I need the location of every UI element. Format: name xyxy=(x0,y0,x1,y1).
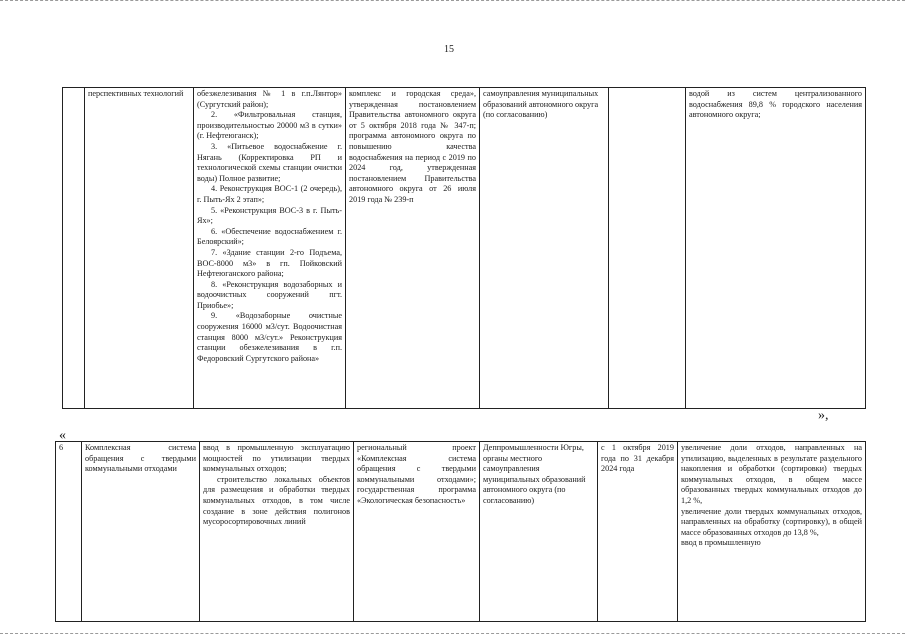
table-row xyxy=(63,88,866,409)
cell-result xyxy=(678,442,866,622)
scan-edge-top xyxy=(0,0,905,4)
scan-edge-bottom xyxy=(0,633,905,637)
cell-name: Комплексная система обращения с твердыми коммунальными отходами xyxy=(82,442,200,622)
cell-responsible: Деппромышленности Югры, органы местного самоуправления муниципальных образований автономного округа (по согласованию) xyxy=(480,442,598,622)
cell-number: 6 xyxy=(56,442,82,622)
table-row-6 xyxy=(55,441,866,622)
measure-item: ввод в промышленную эксплуатацию мощностей по утилизации твердых коммунальных отходов; xyxy=(203,443,350,474)
measure-item: строительство локальных объектов для размещения и обработки твердых коммунальных отходов, в том числе создание в зоне действия полигонов мусоросортировочных линий xyxy=(203,474,350,527)
measure-item: обезжелезивания № 1 в г.п.Лянтор» (Сургутский район); xyxy=(197,89,342,109)
measure-item: 3. «Питьевое водоснабжение г. Нягань (Корректировка РП и технологической схемы станции очистки воды) Полное развитие; xyxy=(197,141,342,183)
cell-term: с 1 октября 2019 года по 31 декабря 2024 года xyxy=(598,442,678,622)
cell-measures xyxy=(200,442,354,622)
page-number: 15 xyxy=(444,44,454,55)
cell-responsible: самоуправления муниципальных образований автономного округа (по согласованию) xyxy=(480,88,609,409)
measure-item: 4. Реконструкция ВОС-1 (2 очередь), г. Пыть-Ях 2 этап»; xyxy=(197,184,342,204)
opening-quote-mark: « xyxy=(59,428,66,443)
cell-projects: региональный проект «Комплексная система обращения с твердыми коммунальными отходами»; государственная программа «Экологическая безопасность» xyxy=(354,442,480,622)
cell-result: водой из систем централизованного водоснабжения 89,8 % городского населения автономного округа; xyxy=(686,88,866,409)
result-item: увеличение доли твердых коммунальных отходов, направленных на обработку (сортировку), в общей массе образованных отходов до 13,8 %, xyxy=(681,506,862,537)
cell-name: перспективных технологий xyxy=(85,88,194,409)
measure-item: 8. «Реконструкция водозаборных и водоочистных сооружений пгт. Приобье»; xyxy=(197,279,342,310)
table-continued xyxy=(62,87,866,409)
measure-item: 5. «Реконструкция ВОС-3 в г. Пыть-Ях»; xyxy=(197,205,342,226)
cell-projects: комплекс и городская среда», утвержденная постановлением Правительства автономного округа от 5 октября 2018 года № 347-п; программа автономного округа по повышению качества водоснабжения на период с 2019 по 2024 год, утвержденная постановлением Правительства автономного округа от 26 июля 2019 года № 239-п xyxy=(346,88,480,409)
measure-item: 6. «Обеспечение водоснабжением г. Белоярский»; xyxy=(197,226,342,247)
cell-term xyxy=(609,88,686,409)
measure-item: 2. «Фильтровальная станция, производительностью 20000 м3 в сутки» (г. Нефтеюганск); xyxy=(197,110,342,141)
closing-quote-mark: », xyxy=(818,408,829,423)
result-item: ввод в промышленную xyxy=(681,538,761,548)
cell-number xyxy=(63,88,85,409)
cell-measures xyxy=(194,88,346,409)
table-row xyxy=(56,442,866,622)
measure-item: 7. «Здание станции 2-го Подъема, ВОС-8000 м3» в гп. Пойковский Нефтеюганского района; xyxy=(197,247,342,279)
measure-item: 9. «Водозаборные очистные сооружения 16000 м3/сут. Водоочистная станция 8000 м3/сут.» Реконструкция станции обезжелезивания в г.п. Федоровский Сургутского района» xyxy=(197,311,342,363)
result-item: увеличение доли отходов, направленных на утилизацию, выделенных в результате раздельного накопления и обработки (сортировки) твердых коммунальных отходов, в общем массе образованных твердых коммунальных отходов до 1,2 %, xyxy=(681,443,862,505)
